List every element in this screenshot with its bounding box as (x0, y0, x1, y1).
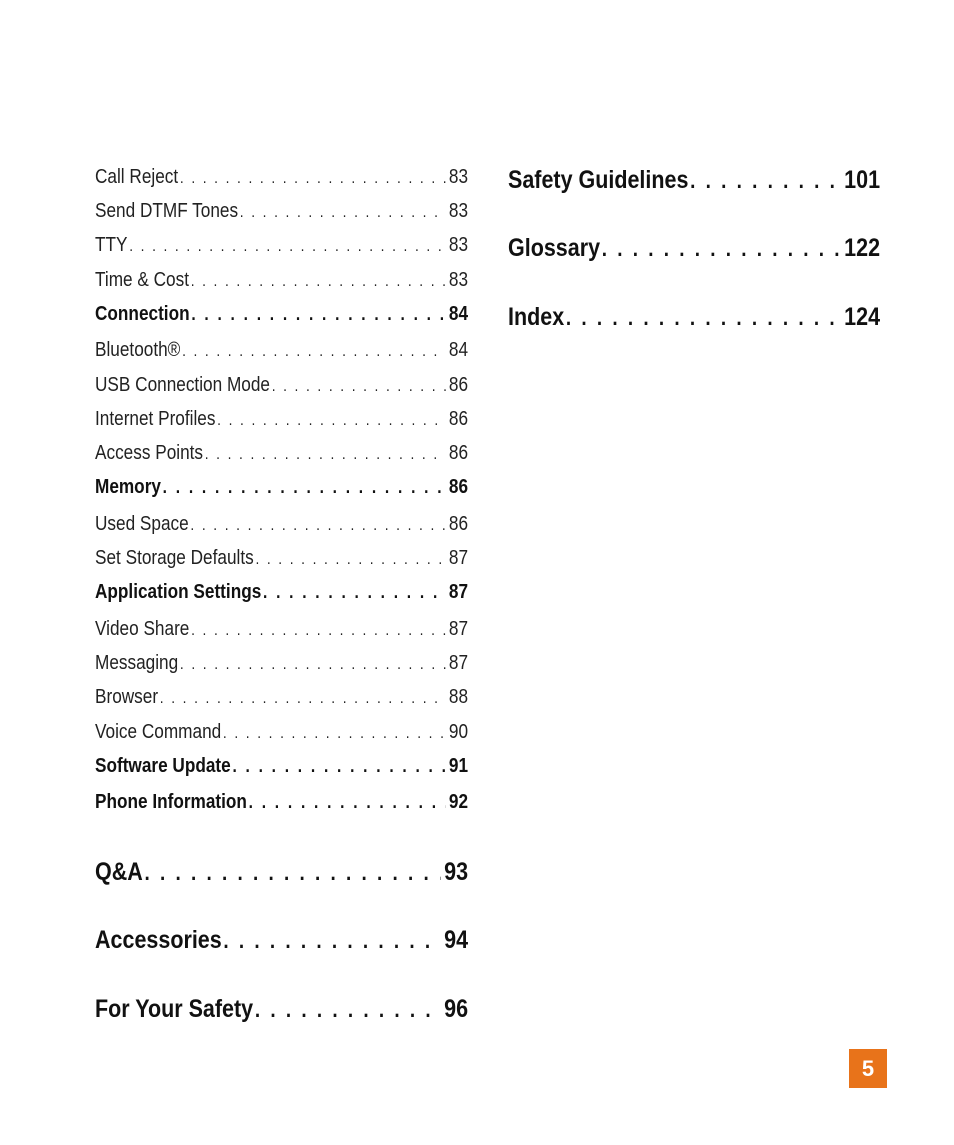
toc-entry-page: 83 (448, 268, 469, 291)
toc-entry-page: 92 (448, 791, 469, 814)
page-number-badge (849, 1049, 887, 1088)
toc-entry-label: Software Update (95, 754, 231, 777)
dot-leader (217, 412, 445, 430)
toc-entry-page: 86 (448, 442, 469, 464)
dot-leader (263, 582, 445, 603)
toc-entry-label: Index (508, 303, 565, 331)
toc-chapter-entry[interactable] (95, 926, 468, 995)
dot-leader (205, 446, 446, 464)
dot-leader (602, 236, 841, 262)
dot-leader (255, 997, 441, 1023)
toc-entry-label: Call Reject (95, 166, 179, 188)
toc-entry[interactable] (95, 408, 468, 442)
toc-entry-page: 94 (444, 926, 469, 955)
toc-entry[interactable] (95, 200, 468, 234)
toc-entry[interactable] (95, 513, 468, 547)
toc-section-entry[interactable] (95, 755, 468, 792)
dot-leader (129, 238, 445, 256)
dot-leader (272, 378, 446, 396)
dot-leader (191, 622, 445, 640)
toc-entry-label: Application Settings (95, 581, 262, 604)
toc-entry-page: 96 (444, 995, 469, 1024)
dot-leader (255, 551, 445, 569)
dot-leader (191, 304, 445, 325)
toc-entry-label: Messaging (95, 652, 179, 675)
toc-entry-page: 86 (448, 512, 469, 535)
toc-entry-label: Video Share (95, 617, 190, 640)
toc-entry-label: TTY (95, 234, 128, 257)
toc-entry[interactable] (95, 547, 468, 581)
toc-entry-page: 124 (844, 303, 881, 331)
dot-leader (249, 792, 446, 813)
toc-entry-page: 91 (448, 754, 469, 777)
toc-entry-page: 101 (844, 166, 881, 194)
dot-leader (190, 517, 445, 535)
toc-entry[interactable] (95, 234, 468, 268)
dot-leader (145, 860, 441, 886)
toc-entry-label: Set Storage Defaults (95, 547, 254, 570)
toc-entry-page: 122 (844, 234, 881, 262)
toc-entry[interactable] (95, 166, 468, 200)
toc-section-entry[interactable] (95, 476, 468, 513)
toc-chapter-entry[interactable] (508, 166, 880, 234)
toc-entry-label: Q&A (95, 858, 143, 887)
toc-entry[interactable] (95, 374, 468, 408)
toc-left-column (95, 166, 468, 1035)
toc-entry[interactable] (95, 652, 468, 686)
toc-entry-page: 87 (448, 617, 469, 640)
toc-entry-page: 84 (448, 339, 469, 362)
toc-chapter-entry[interactable] (95, 995, 468, 1035)
toc-entry-page: 87 (448, 547, 469, 570)
toc-entry-page: 83 (448, 166, 469, 188)
toc-section-entry[interactable] (95, 791, 468, 828)
toc-entry[interactable] (95, 618, 468, 652)
toc-entry-page: 83 (448, 200, 469, 223)
page-number: 5 (861, 1055, 875, 1081)
dot-leader (163, 477, 446, 498)
toc-entry-page: 86 (448, 407, 469, 430)
toc-entry-page: 90 (448, 720, 469, 743)
toc-entry-label: Bluetooth® (95, 339, 181, 362)
dot-leader (160, 690, 446, 708)
dot-leader (566, 305, 841, 331)
dot-leader (182, 343, 445, 361)
toc-entry[interactable] (95, 339, 468, 373)
toc-entry-label: Glossary (508, 234, 601, 262)
toc-chapter-entry[interactable] (508, 234, 880, 303)
dot-leader (232, 756, 445, 777)
toc-entry[interactable] (95, 269, 468, 303)
toc-section-entry[interactable] (95, 581, 468, 618)
toc-entry-page: 84 (448, 302, 469, 325)
dot-leader (191, 273, 446, 291)
toc-entry-label: USB Connection Mode (95, 373, 270, 396)
toc-entry-page: 83 (448, 234, 469, 257)
toc-chapter-entry[interactable] (95, 858, 468, 926)
toc-entry-label: Internet Profiles (95, 407, 216, 430)
toc-entry-page: 87 (448, 581, 469, 604)
toc-chapter-entry[interactable] (508, 303, 880, 343)
toc-entry-label: Safety Guidelines (508, 166, 689, 194)
toc-entry[interactable] (95, 686, 468, 720)
toc-entry-label: Voice Command (95, 720, 222, 743)
toc-entry-label: Accessories (95, 926, 222, 955)
toc-entry-page: 86 (448, 476, 469, 499)
toc-entry[interactable] (95, 442, 468, 476)
dot-leader (240, 204, 446, 222)
dot-leader (223, 725, 446, 743)
dot-leader (180, 656, 446, 674)
toc-entry-label: Access Points (95, 442, 204, 464)
toc-entry-label: Send DTMF Tones (95, 200, 239, 223)
toc-section-entry[interactable] (95, 303, 468, 340)
toc-entry-label: Time & Cost (95, 268, 189, 291)
toc-entry[interactable] (95, 721, 468, 755)
toc-entry-label: For Your Safety (95, 995, 254, 1024)
toc-entry-label: Used Space (95, 512, 189, 535)
toc-entry-label: Phone Information (95, 791, 247, 814)
dot-leader (223, 928, 440, 954)
toc-right-column (508, 166, 880, 343)
toc-entry-label: Browser (95, 686, 159, 709)
toc-entry-page: 86 (448, 373, 469, 396)
toc-entry-page: 93 (444, 858, 469, 887)
toc-entry-label: Memory (95, 476, 161, 499)
dot-leader (690, 168, 841, 194)
dot-leader (180, 170, 446, 188)
toc-entry-page: 87 (448, 652, 469, 675)
toc-entry-label: Connection (95, 302, 190, 325)
toc-entry-page: 88 (448, 686, 469, 709)
